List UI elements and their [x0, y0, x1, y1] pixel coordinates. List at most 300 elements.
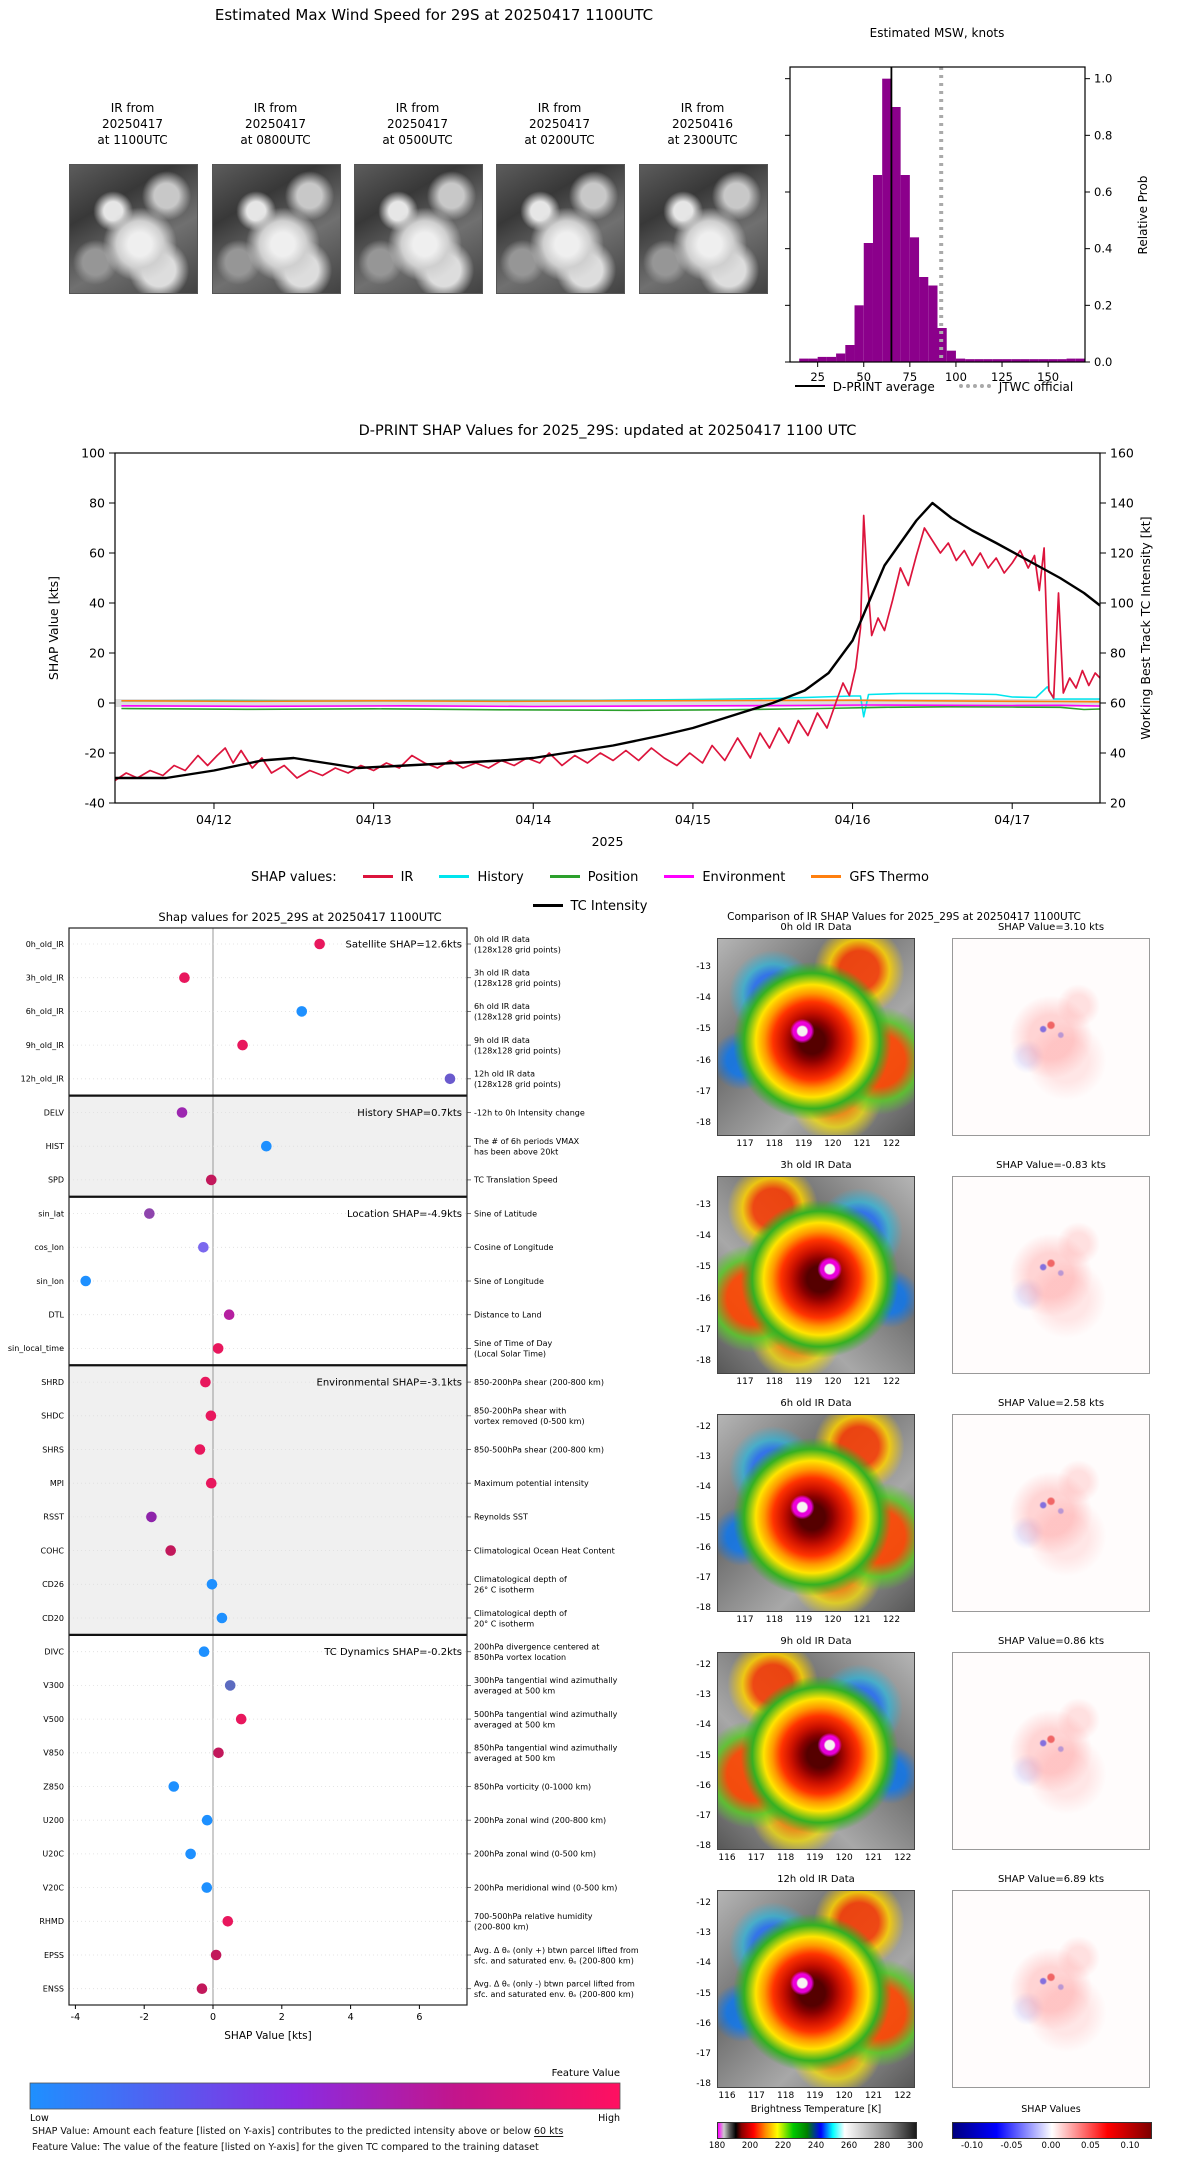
map-xtick-label: 121: [864, 2091, 883, 2101]
feature-desc: sfc. and saturated env. θₑ (200-800 km): [474, 1956, 634, 1966]
page-title: Estimated Max Wind Speed for 29S at 20250417 1100UTC: [214, 6, 654, 24]
feature-desc: Avg. Δ θₑ (only +) btwn parcel lifted from: [474, 1945, 639, 1955]
feature-desc: TC Translation Speed: [474, 1175, 558, 1185]
map-xtick-label: 122: [894, 2091, 912, 2101]
series-ir: [115, 516, 1100, 781]
feature-dot: [296, 1006, 307, 1017]
shap-colorbar-tick: -0.10: [961, 2141, 983, 2151]
feature-desc: 850hPa vorticity (0-1000 km): [474, 1782, 592, 1792]
ir-data-panel: [717, 1414, 915, 1612]
ir-thumbnail-label-line: at 1100UTC: [97, 133, 168, 148]
feature-xlabel: SHAP Value [kts]: [224, 2030, 312, 2042]
feature-dot: [225, 1680, 236, 1691]
map-ytick-label: -14: [696, 1231, 711, 1242]
shap-panel-title: SHAP Value=-0.83 kts: [996, 1160, 1106, 1171]
ts-right-ytick: 100: [1110, 595, 1134, 611]
feature-desc: vortex removed (0-500 km): [474, 1417, 585, 1427]
map-ytick-label: -17: [696, 1324, 711, 1335]
feature-desc: (128x128 grid points): [474, 1080, 561, 1090]
map-xtick-label: 122: [882, 1615, 901, 1625]
feature-desc: 6h old IR data: [474, 1002, 530, 1012]
map-ytick-label: -14: [696, 993, 711, 1004]
legend-swatch: [664, 875, 694, 878]
map-xtick-label: 119: [795, 1377, 813, 1387]
bt-colorbar-tick: 180: [708, 2141, 726, 2151]
group-shap-label: Satellite SHAP=12.6kts: [345, 939, 462, 951]
feature-desc: (128x128 grid points): [474, 1046, 561, 1056]
ir-thumbnail-label-line: 20250417: [386, 117, 449, 132]
map-ytick-label: -18: [696, 1356, 711, 1366]
map-xtick-label: 116: [718, 2091, 736, 2101]
feature-dot: [80, 1276, 91, 1287]
feature-id-label: HIST: [45, 1142, 64, 1151]
feature-desc: Climatological Ocean Heat Content: [474, 1546, 615, 1556]
feature-dot: [202, 1882, 213, 1893]
feature-id-label: sin_lat: [38, 1209, 64, 1219]
ts-right-ytick: 140: [1110, 495, 1134, 511]
map-xtick-label: 118: [765, 1139, 783, 1149]
map-xtick-label: 119: [795, 1615, 813, 1625]
map-ytick-label: -18: [696, 2079, 711, 2090]
ir-thumbnail-label: [496, 100, 623, 149]
hist-ylabel: Relative Prob: [1136, 175, 1150, 255]
feature-dot: [206, 1478, 217, 1489]
map-xtick-label: 120: [824, 1139, 842, 1149]
feature-id-label: V500: [43, 1714, 64, 1724]
feature-desc: 12h old IR data: [474, 1069, 536, 1079]
map-ytick-label: -13: [696, 962, 711, 972]
feature-id-label: SPD: [47, 1175, 64, 1185]
hist-ytick-label: 0.0: [1094, 355, 1113, 369]
feature-xtick: -2: [139, 2012, 149, 2023]
feature-id-label: sin_local_time: [7, 1344, 64, 1354]
map-ytick-label: -15: [696, 1512, 711, 1523]
map-ytick-label: -16: [696, 1293, 711, 1304]
shap-colorbar-tick: 0.00: [1041, 2141, 1061, 2151]
feature-desc: Sine of Longitude: [474, 1276, 544, 1286]
legend-label: History: [477, 870, 524, 885]
feature-desc: Climatological depth of: [474, 1575, 567, 1585]
feature-desc: The # of 6h periods VMAX: [474, 1137, 580, 1146]
hist-xtick-label: 100: [944, 370, 967, 384]
feature-id-label: 6h_old_IR: [25, 1007, 64, 1017]
feature-dot: [165, 1545, 176, 1556]
ts-right-ytick: 120: [1110, 545, 1134, 561]
map-ytick-label: -18: [696, 1118, 711, 1128]
ir-thumbnail-label-line: 20250417: [244, 117, 307, 132]
feature-desc: 850-200hPa shear (200-800 km): [474, 1377, 604, 1387]
ts-right-ytick: 20: [1110, 795, 1126, 811]
map-ytick-label: -17: [696, 1086, 711, 1097]
feature-desc: Distance to Land: [474, 1310, 542, 1320]
map-xtick-label: 121: [853, 1377, 871, 1387]
feature-id-label: SHRD: [41, 1377, 64, 1387]
feature-id-label: EPSS: [43, 1950, 64, 1960]
shap-colorbar: [952, 2122, 1152, 2139]
ir-thumbnail-label-line: at 0200UTC: [524, 133, 595, 148]
map-ytick-label: -18: [696, 1603, 711, 1614]
feature-dot: [236, 1714, 247, 1725]
feature-desc: Avg. Δ θₑ (only -) btwn parcel lifted from: [474, 1979, 635, 1989]
series-gfs-thermo: [121, 700, 1100, 702]
feature-id-label: V850: [43, 1748, 64, 1758]
map-xtick-label: 121: [853, 1615, 871, 1625]
ts-xtick: 04/16: [834, 812, 871, 827]
feature-id-label: sin_lon: [36, 1276, 64, 1286]
feature-id-label: MPI: [49, 1479, 64, 1488]
feature-id-label: CD26: [42, 1580, 64, 1590]
feature-id-label: DELV: [43, 1108, 64, 1118]
map-xtick-label: 118: [777, 1853, 795, 1863]
map-ytick-label: -15: [696, 1262, 711, 1273]
hist-bar: [818, 357, 827, 362]
feature-id-label: cos_lon: [34, 1243, 64, 1253]
feature-dot: [224, 1309, 235, 1320]
ir-thumbnail-label-line: IR from: [537, 101, 582, 115]
feature-id-label: V20C: [42, 1883, 64, 1893]
hist-ytick-label: 0.6: [1094, 185, 1113, 199]
colorbar-title: Feature Value: [551, 2068, 620, 2079]
map-xtick-label: 117: [747, 1853, 765, 1863]
feature-desc: averaged at 500 km: [474, 1686, 556, 1696]
comparison-title: Comparison of IR SHAP Values for 2025_29S at 20250417 1100UTC: [727, 911, 1081, 923]
ts-right-ytick: 40: [1110, 745, 1126, 761]
feature-desc: 850-500hPa shear (200-800 km): [474, 1445, 604, 1455]
feature-id-label: 3h_old_IR: [25, 973, 64, 983]
shap-panel-title: SHAP Value=6.89 kts: [997, 1874, 1105, 1885]
legend-item-ir: [363, 870, 414, 885]
legend-item-environment: [664, 870, 785, 885]
feature-desc: Cosine of Longitude: [474, 1243, 554, 1253]
bt-colorbar-title: Brightness Temperature [K]: [750, 2104, 882, 2115]
ts-xlabel: 2025: [591, 834, 624, 849]
hist-ytick-label: 0.4: [1094, 241, 1113, 256]
shap-panel-title: SHAP Value=2.58 kts: [997, 1398, 1105, 1409]
ir-thumbnail-label-line: at 0500UTC: [382, 133, 453, 148]
map-xtick-label: 116: [718, 1853, 736, 1863]
feature-desc: 0h old IR data: [474, 934, 530, 944]
shap-map-panel: [952, 1652, 1150, 1850]
ir-thumbnail-label: [212, 100, 339, 149]
feature-desc: 9h old IR data: [474, 1035, 530, 1045]
legend-swatch: [363, 875, 393, 878]
feature-desc: Maximum potential intensity: [474, 1479, 589, 1488]
feature-desc: (128x128 grid points): [474, 1012, 561, 1022]
legend-label: GFS Thermo: [849, 870, 929, 885]
shap-panel-title: SHAP Value=0.86 kts: [997, 1636, 1105, 1647]
feature-id-label: V300: [43, 1681, 64, 1691]
feature-desc: 200hPa meridional wind (0-500 km): [474, 1883, 618, 1893]
hist-xtick-label: 75: [902, 370, 918, 384]
shap-colorbar-tick: 0.10: [1120, 2141, 1140, 2151]
feature-id-label: ENSS: [42, 1984, 64, 1994]
hist-bar: [855, 305, 864, 362]
group-shap-label: History SHAP=0.7kts: [357, 1108, 462, 1119]
feature-dot: [222, 1916, 233, 1927]
map-ytick-label: -15: [696, 1750, 711, 1761]
map-xtick-label: 122: [882, 1139, 901, 1149]
feature-dot: [168, 1781, 179, 1792]
map-ytick-label: -15: [696, 1988, 711, 1999]
feature-dot: [206, 1175, 217, 1186]
map-ytick-label: -13: [696, 1200, 711, 1210]
feature-dot: [314, 939, 325, 950]
feature-desc: 3h old IR data: [474, 968, 530, 978]
map-ytick-label: -12: [696, 1660, 711, 1670]
bt-colorbar-tick: 200: [741, 2141, 759, 2151]
feature-dot: [200, 1377, 211, 1388]
map-ytick-label: -13: [696, 1690, 711, 1701]
feature-desc: 850-200hPa shear with: [474, 1406, 567, 1416]
feature-value-colorbar: [30, 2083, 620, 2109]
ts-right-ytick: 60: [1110, 695, 1126, 711]
ir-panel-title: 3h old IR Data: [780, 1160, 852, 1171]
ts-left-ytick: 40: [89, 595, 105, 611]
ir-panel-title: 6h old IR Data: [780, 1398, 852, 1409]
map-ytick-label: -18: [696, 1841, 711, 1852]
map-xtick-label: 118: [777, 2091, 795, 2101]
feature-desc: (128x128 grid points): [474, 979, 561, 988]
map-xtick-label: 120: [835, 1853, 853, 1863]
map-ytick-label: -16: [696, 1055, 711, 1066]
ir-data-panel: [717, 1890, 915, 2088]
legend-label: TC Intensity: [570, 899, 648, 914]
ir-thumbnail-label: [69, 100, 196, 149]
feature-id-label: Z850: [43, 1782, 64, 1792]
legend-item-history: [439, 870, 523, 885]
hist-bar: [873, 175, 882, 362]
feature-dot: [206, 1411, 217, 1422]
hist-bar: [928, 286, 937, 363]
shap-map-panel: [952, 1890, 1150, 2088]
feature-id-label: DIVC: [44, 1647, 64, 1657]
feature-desc: (200-800 km): [474, 1922, 529, 1932]
feature-id-label: 9h_old_IR: [25, 1040, 64, 1050]
ts-xtick: 04/13: [355, 812, 392, 827]
bt-colorbar-tick: 300: [906, 2141, 924, 2151]
shap-timeseries-plot: [0, 418, 1168, 866]
feature-id-label: U200: [42, 1816, 64, 1825]
shap-colorbar-title: SHAP Values: [1021, 2104, 1081, 2115]
map-ytick-label: -14: [696, 1482, 711, 1493]
feature-desc: Climatological depth of: [474, 1608, 567, 1618]
map-ytick-label: -16: [696, 1542, 711, 1553]
ts-right-ytick: 80: [1110, 645, 1126, 661]
map-ytick-label: -17: [696, 1573, 711, 1583]
bt-colorbar-tick: 240: [807, 2141, 825, 2151]
feature-id-label: 12h_old_IR: [20, 1074, 64, 1084]
colorbar-low-label: Low: [30, 2113, 49, 2124]
legend-item-gfs-thermo: [811, 870, 929, 885]
feature-id-label: DTL: [48, 1310, 64, 1320]
ts-xtick: 04/17: [994, 812, 1031, 827]
ir-thumbnail-image: [496, 164, 625, 294]
feature-desc: 20° C isotherm: [474, 1619, 535, 1629]
shap-value-caption: [32, 2126, 563, 2137]
ir-panel-title: 9h old IR Data: [780, 1636, 852, 1647]
feature-desc: 850hPa tangential wind azimuthally: [474, 1743, 618, 1753]
ir-thumbnail-label: [354, 100, 481, 149]
map-xtick-label: 119: [806, 2091, 824, 2101]
group-shap-label: Location SHAP=-4.9kts: [346, 1209, 462, 1221]
map-xtick-label: 117: [736, 1377, 754, 1387]
feature-xtick: 4: [347, 2012, 354, 2023]
ts-left-ytick: 80: [89, 495, 105, 511]
feature-desc: 200hPa zonal wind (200-800 km): [474, 1816, 607, 1825]
histogram-title: Estimated MSW, knots: [869, 26, 1005, 40]
feature-desc: 200hPa divergence centered at: [474, 1642, 600, 1652]
ts-xtick: 04/14: [515, 812, 552, 827]
ts-left-ytick: 60: [89, 545, 105, 561]
feature-id-label: SHRS: [42, 1445, 64, 1455]
feature-dot: [211, 1950, 222, 1961]
feature-dot: [185, 1849, 196, 1860]
ir-thumbnail-label-line: IR from: [110, 101, 155, 115]
bt-colorbar-tick: 280: [873, 2141, 891, 2151]
ir-thumbnail-image: [212, 164, 341, 294]
ts-left-ytick: 0: [97, 695, 105, 711]
map-xtick-label: 119: [795, 1139, 813, 1149]
map-ytick-label: -13: [696, 1928, 711, 1939]
feature-desc: 700-500hPa relative humidity: [474, 1912, 593, 1922]
legend-swatch: [811, 875, 841, 878]
feature-dot: [199, 1646, 210, 1657]
hist-bar: [845, 345, 854, 362]
hist-bar: [827, 357, 836, 362]
feature-id-label: CD20: [42, 1613, 64, 1623]
ts-left-ytick: -40: [84, 795, 105, 811]
feature-dot: [213, 1748, 224, 1759]
ir-thumbnail-label-line: 20250417: [101, 117, 164, 132]
feature-desc: 500hPa tangential wind azimuthally: [474, 1709, 618, 1719]
feature-id-label: U20C: [42, 1849, 64, 1859]
feature-dot: [144, 1208, 155, 1219]
legend-title: SHAP values:: [251, 870, 337, 885]
hist-bar: [901, 175, 910, 362]
feature-desc: 26° C isotherm: [474, 1585, 535, 1595]
ir-thumbnail-label-line: at 2300UTC: [667, 133, 738, 148]
map-xtick-label: 120: [824, 1615, 842, 1625]
ts-axes-box: [115, 453, 1100, 803]
feature-dot: [217, 1613, 228, 1624]
feature-dot: [195, 1444, 206, 1455]
ts-xtick: 04/15: [674, 812, 711, 827]
ts-right-ytick: 160: [1110, 445, 1134, 461]
hist-bar: [864, 243, 873, 362]
map-ytick-label: -17: [696, 1811, 711, 1821]
hist-xtick-label: 25: [810, 370, 825, 384]
ir-panel-title: 0h old IR Data: [780, 922, 852, 933]
shap-colorbar-tick: -0.05: [1000, 2141, 1023, 2151]
dprint-average-swatch: [795, 385, 825, 387]
ir-thumbnail-label-line: IR from: [253, 101, 298, 115]
jtwc-official-label: JTWC official: [998, 380, 1074, 394]
feature-desc: Reynolds SST: [474, 1512, 528, 1522]
map-ytick-label: -16: [696, 1780, 711, 1791]
shap-map-panel: [952, 1414, 1150, 1612]
ts-ylabel-right: Working Best Track TC Intensity [kt]: [1138, 516, 1153, 740]
hist-xtick-label: 50: [856, 370, 872, 384]
group-shap-label: Environmental SHAP=-3.1kts: [316, 1377, 462, 1389]
feature-id-label: 0h_old_IR: [25, 939, 64, 949]
timeseries-legend-row1: [0, 870, 1180, 885]
map-xtick-label: 120: [824, 1377, 842, 1387]
feature-dot: [197, 1983, 208, 1994]
feature-dot: [237, 1040, 248, 1051]
feature-dot: [207, 1579, 218, 1590]
timeseries-title: D-PRINT SHAP Values for 2025_29S: updated at 20250417 1100 UTC: [358, 423, 857, 439]
feature-desc: -12h to 0h Intensity change: [474, 1108, 585, 1118]
ir-data-panel: [717, 938, 915, 1136]
feature-desc: (128x128 grid points): [474, 945, 561, 955]
hist-ytick-label: 0.8: [1094, 128, 1113, 143]
shap-caption-underline: 60 kts: [533, 2126, 564, 2137]
legend-item-position: [550, 870, 639, 885]
jtwc-official-swatch: [959, 384, 991, 388]
shap-panel-title: SHAP Value=3.10 kts: [997, 922, 1105, 933]
map-ytick-label: -15: [696, 1024, 711, 1035]
bt-colorbar-tick: 260: [840, 2141, 858, 2151]
ir-thumbnail-label-line: 20250416: [671, 117, 734, 132]
feature-dot: [202, 1815, 213, 1826]
map-xtick-label: 117: [747, 2091, 765, 2101]
hist-bar: [836, 354, 845, 363]
feature-dot: [445, 1074, 456, 1085]
feature-desc: 300hPa tangential wind azimuthally: [474, 1676, 618, 1686]
feature-caption-text: Feature Value: The value of the feature [listed on Y-axis] for the given TC compared to the training dataset: [32, 2142, 539, 2153]
ir-thumbnail-label-line: IR from: [395, 101, 440, 115]
series-position: [121, 707, 1100, 711]
map-xtick-label: 121: [853, 1139, 871, 1149]
shap-feature-plot: [0, 905, 660, 2125]
map-ytick-label: -14: [696, 1720, 711, 1731]
ts-left-ytick: 20: [89, 645, 105, 661]
ir-thumbnail-label-line: IR from: [680, 101, 725, 115]
map-xtick-label: 118: [765, 1377, 783, 1387]
map-ytick-label: -12: [696, 1898, 711, 1908]
bt-colorbar-tick: 220: [774, 2141, 792, 2151]
map-xtick-label: 119: [806, 1853, 824, 1863]
series-tc-intensity: [115, 503, 1100, 778]
feature-value-caption: [32, 2142, 539, 2153]
feature-dot: [198, 1242, 209, 1253]
shap-caption-text: SHAP Value: Amount each feature [listed on Y-axis] contributes to the predicted intensity above or below: [32, 2126, 534, 2137]
feature-desc: Sine of Latitude: [474, 1209, 538, 1219]
map-ytick-label: -16: [696, 2018, 711, 2029]
feature-desc: averaged at 500 km: [474, 1720, 556, 1730]
shap-map-panel: [952, 938, 1150, 1136]
hist-bar: [882, 79, 891, 362]
hist-ytick-label: 1.0: [1094, 71, 1113, 86]
feature-desc: 200hPa zonal wind (0-500 km): [474, 1849, 596, 1859]
map-xtick-label: 117: [736, 1615, 754, 1625]
feature-desc: 850hPa vortex location: [474, 1653, 567, 1662]
feature-plot-title: Shap values for 2025_29S at 20250417 1100UTC: [158, 910, 442, 924]
ts-left-ytick: 100: [81, 445, 105, 461]
ir-thumbnail-label-line: 20250417: [528, 117, 591, 132]
hist-xtick-label: 150: [1037, 370, 1060, 384]
feature-dot: [213, 1343, 224, 1354]
feature-xtick: -4: [70, 2012, 81, 2023]
feature-desc: Sine of Time of Day: [474, 1339, 553, 1349]
map-ytick-label: -13: [696, 1452, 711, 1463]
feature-id-label: RSST: [43, 1512, 64, 1522]
map-xtick-label: 118: [765, 1615, 783, 1625]
group-shap-label: TC Dynamics SHAP=-0.2kts: [324, 1647, 462, 1659]
ir-panel-title: 12h old IR Data: [777, 1874, 855, 1885]
hist-bar: [910, 237, 919, 362]
ir-thumbnail-image: [69, 164, 198, 294]
